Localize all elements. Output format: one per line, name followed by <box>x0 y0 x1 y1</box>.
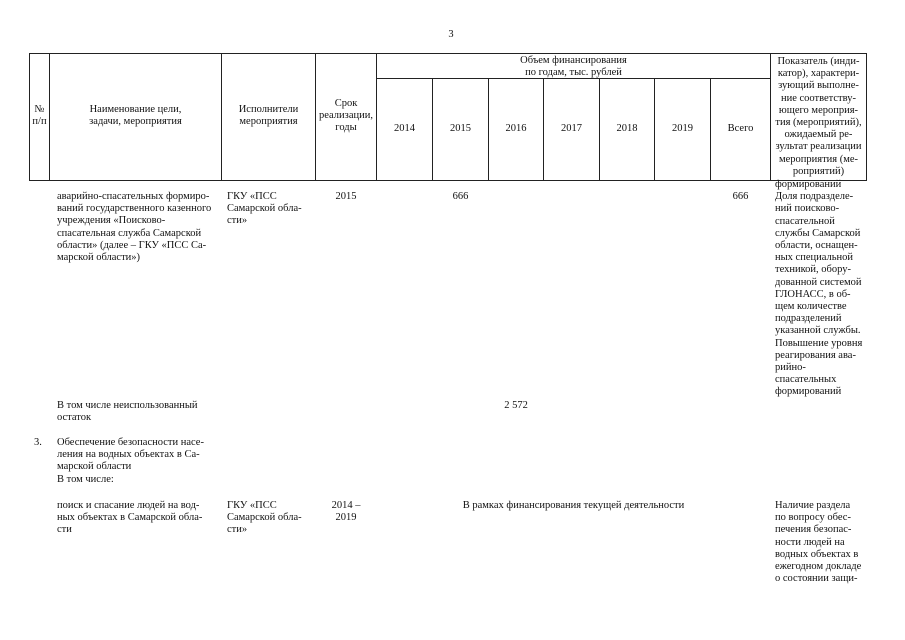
row2-name: В том числе неиспользованный остаток <box>57 400 198 424</box>
header-executors: Исполнители мероприятия <box>238 104 299 128</box>
row1-name: аварийно-спасательных формиро- ваний государственного казенного учреждения «Поисково- спасательная служба Самарской области» (далее – ГКУ «ПСС Са- марской области») <box>57 191 212 264</box>
row3-num: 3. <box>34 437 42 448</box>
row2-2016: 2 572 <box>504 400 528 411</box>
row1-executor: ГКУ «ПСС Самарской обла- сти» <box>227 191 302 227</box>
header-year-2015: 2015 <box>450 123 471 134</box>
header-year-2017: 2017 <box>561 123 582 134</box>
row4-executor: ГКУ «ПСС Самарской обла- сти» <box>227 500 302 536</box>
row4-indicator: Наличие раздела по вопросу обес- печения безопас- ности людей на водных объектах в ежегодном докладе о состоянии защи- <box>775 500 862 585</box>
header-funding: Объем финансирования по годам, тыс. рублей <box>520 55 627 79</box>
header-year-2016: 2016 <box>505 123 527 134</box>
header-indicator: Показатель (инди- катор), характери- зующий выполне- ние соответству- ющего мероприя- тия (мероприятий), ожидаемый ре- зультат реализации мероприятия (ме- роприятий) <box>775 56 862 177</box>
header-total: Всего <box>727 123 754 134</box>
row3-name: Обеспечение безопасности насе- ления на водных объектах в Са- марской области В том числе: <box>57 437 204 485</box>
header-term: Срок реализации, годы <box>319 98 373 134</box>
row1-2015: 666 <box>452 191 469 202</box>
header-year-2018: 2018 <box>616 123 638 134</box>
header-year-2019: 2019 <box>672 123 693 134</box>
row4-term: 2014 – 2019 <box>331 500 361 524</box>
row1-term: 2015 <box>335 191 357 202</box>
header-num: № п/п <box>32 104 47 128</box>
row1-indicator: формирований Доля подразделе- ний поисково- спасательной службы Самарской области, оснащен- ных специальной техникой, обору- дованной системой ГЛОНАСС, в об- щем количестве подразделений указанной службы. Повышение уровня реагирования ава- рийно- спасательных формирований <box>775 179 863 398</box>
header-name: Наименование цели, задачи, мероприятия <box>89 104 182 128</box>
header-year-2014: 2014 <box>394 123 415 134</box>
page-number: 3 <box>448 29 454 40</box>
row1-total: 666 <box>732 191 749 202</box>
row4-funding-note: В рамках финансирования текущей деятельности <box>462 500 685 511</box>
row4-name: поиск и спасание людей на вод- ных объектах в Самарской обла- сти <box>57 500 203 536</box>
